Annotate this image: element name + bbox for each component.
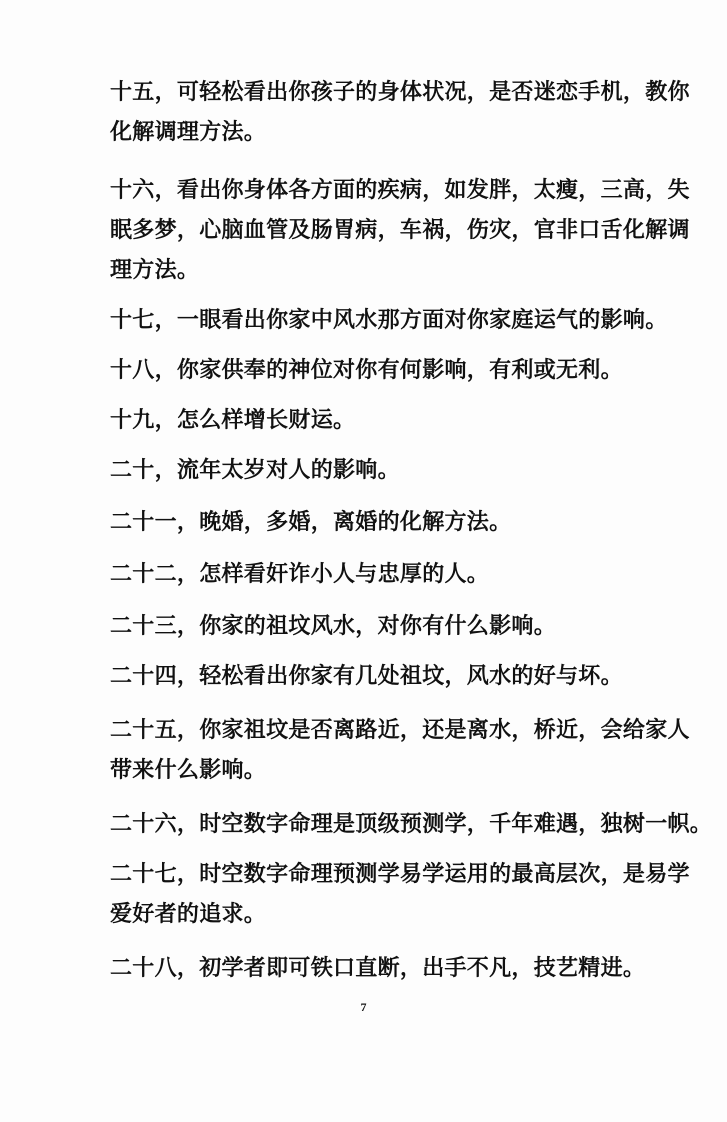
item-17: 十七，一眼看出你家中风水那方面对你家庭运气的影响。: [110, 307, 668, 333]
item-20: 二十，流年太岁对人的影响。: [110, 457, 400, 483]
item-27-line-1: 二十七，时空数字命理预测学易学运用的最高层次，是易学: [110, 861, 690, 887]
item-22: 二十二，怎样看奸诈小人与忠厚的人。: [110, 561, 490, 587]
item-28: 二十八，初学者即可铁口直断，出手不凡，技艺精进。: [110, 955, 646, 981]
item-23: 二十三，你家的祖坟风水，对你有什么影响。: [110, 613, 557, 639]
item-15-line-2: 化解调理方法。: [110, 119, 267, 145]
item-21: 二十一，晚婚，多婚，离婚的化解方法。: [110, 509, 512, 535]
item-15-line-1: 十五，可轻松看出你孩子的身体状况，是否迷恋手机，教你: [110, 79, 690, 105]
item-27-line-2: 爱好者的追求。: [110, 901, 267, 927]
item-26: 二十六，时空数字命理是顶级预测学，千年难遇，独树一帜。: [110, 811, 713, 837]
item-16-line-3: 理方法。: [110, 257, 200, 283]
item-18: 十八，你家供奉的神位对你有何影响，有利或无利。: [110, 357, 623, 383]
item-16-line-2: 眠多梦，心脑血管及肠胃病，车祸，伤灾，官非口舌化解调: [110, 217, 690, 243]
item-24: 二十四，轻松看出你家有几处祖坟，风水的好与坏。: [110, 663, 623, 689]
item-25-line-1: 二十五，你家祖坟是否离路近，还是离水，桥近，会给家人: [110, 717, 690, 743]
page-number: 7: [360, 1000, 367, 1014]
item-16-line-1: 十六，看出你身体各方面的疾病，如发胖，太瘦，三高，失: [110, 177, 690, 203]
item-19: 十九，怎么样增长财运。: [110, 407, 356, 433]
item-25-line-2: 带来什么影响。: [110, 757, 267, 783]
